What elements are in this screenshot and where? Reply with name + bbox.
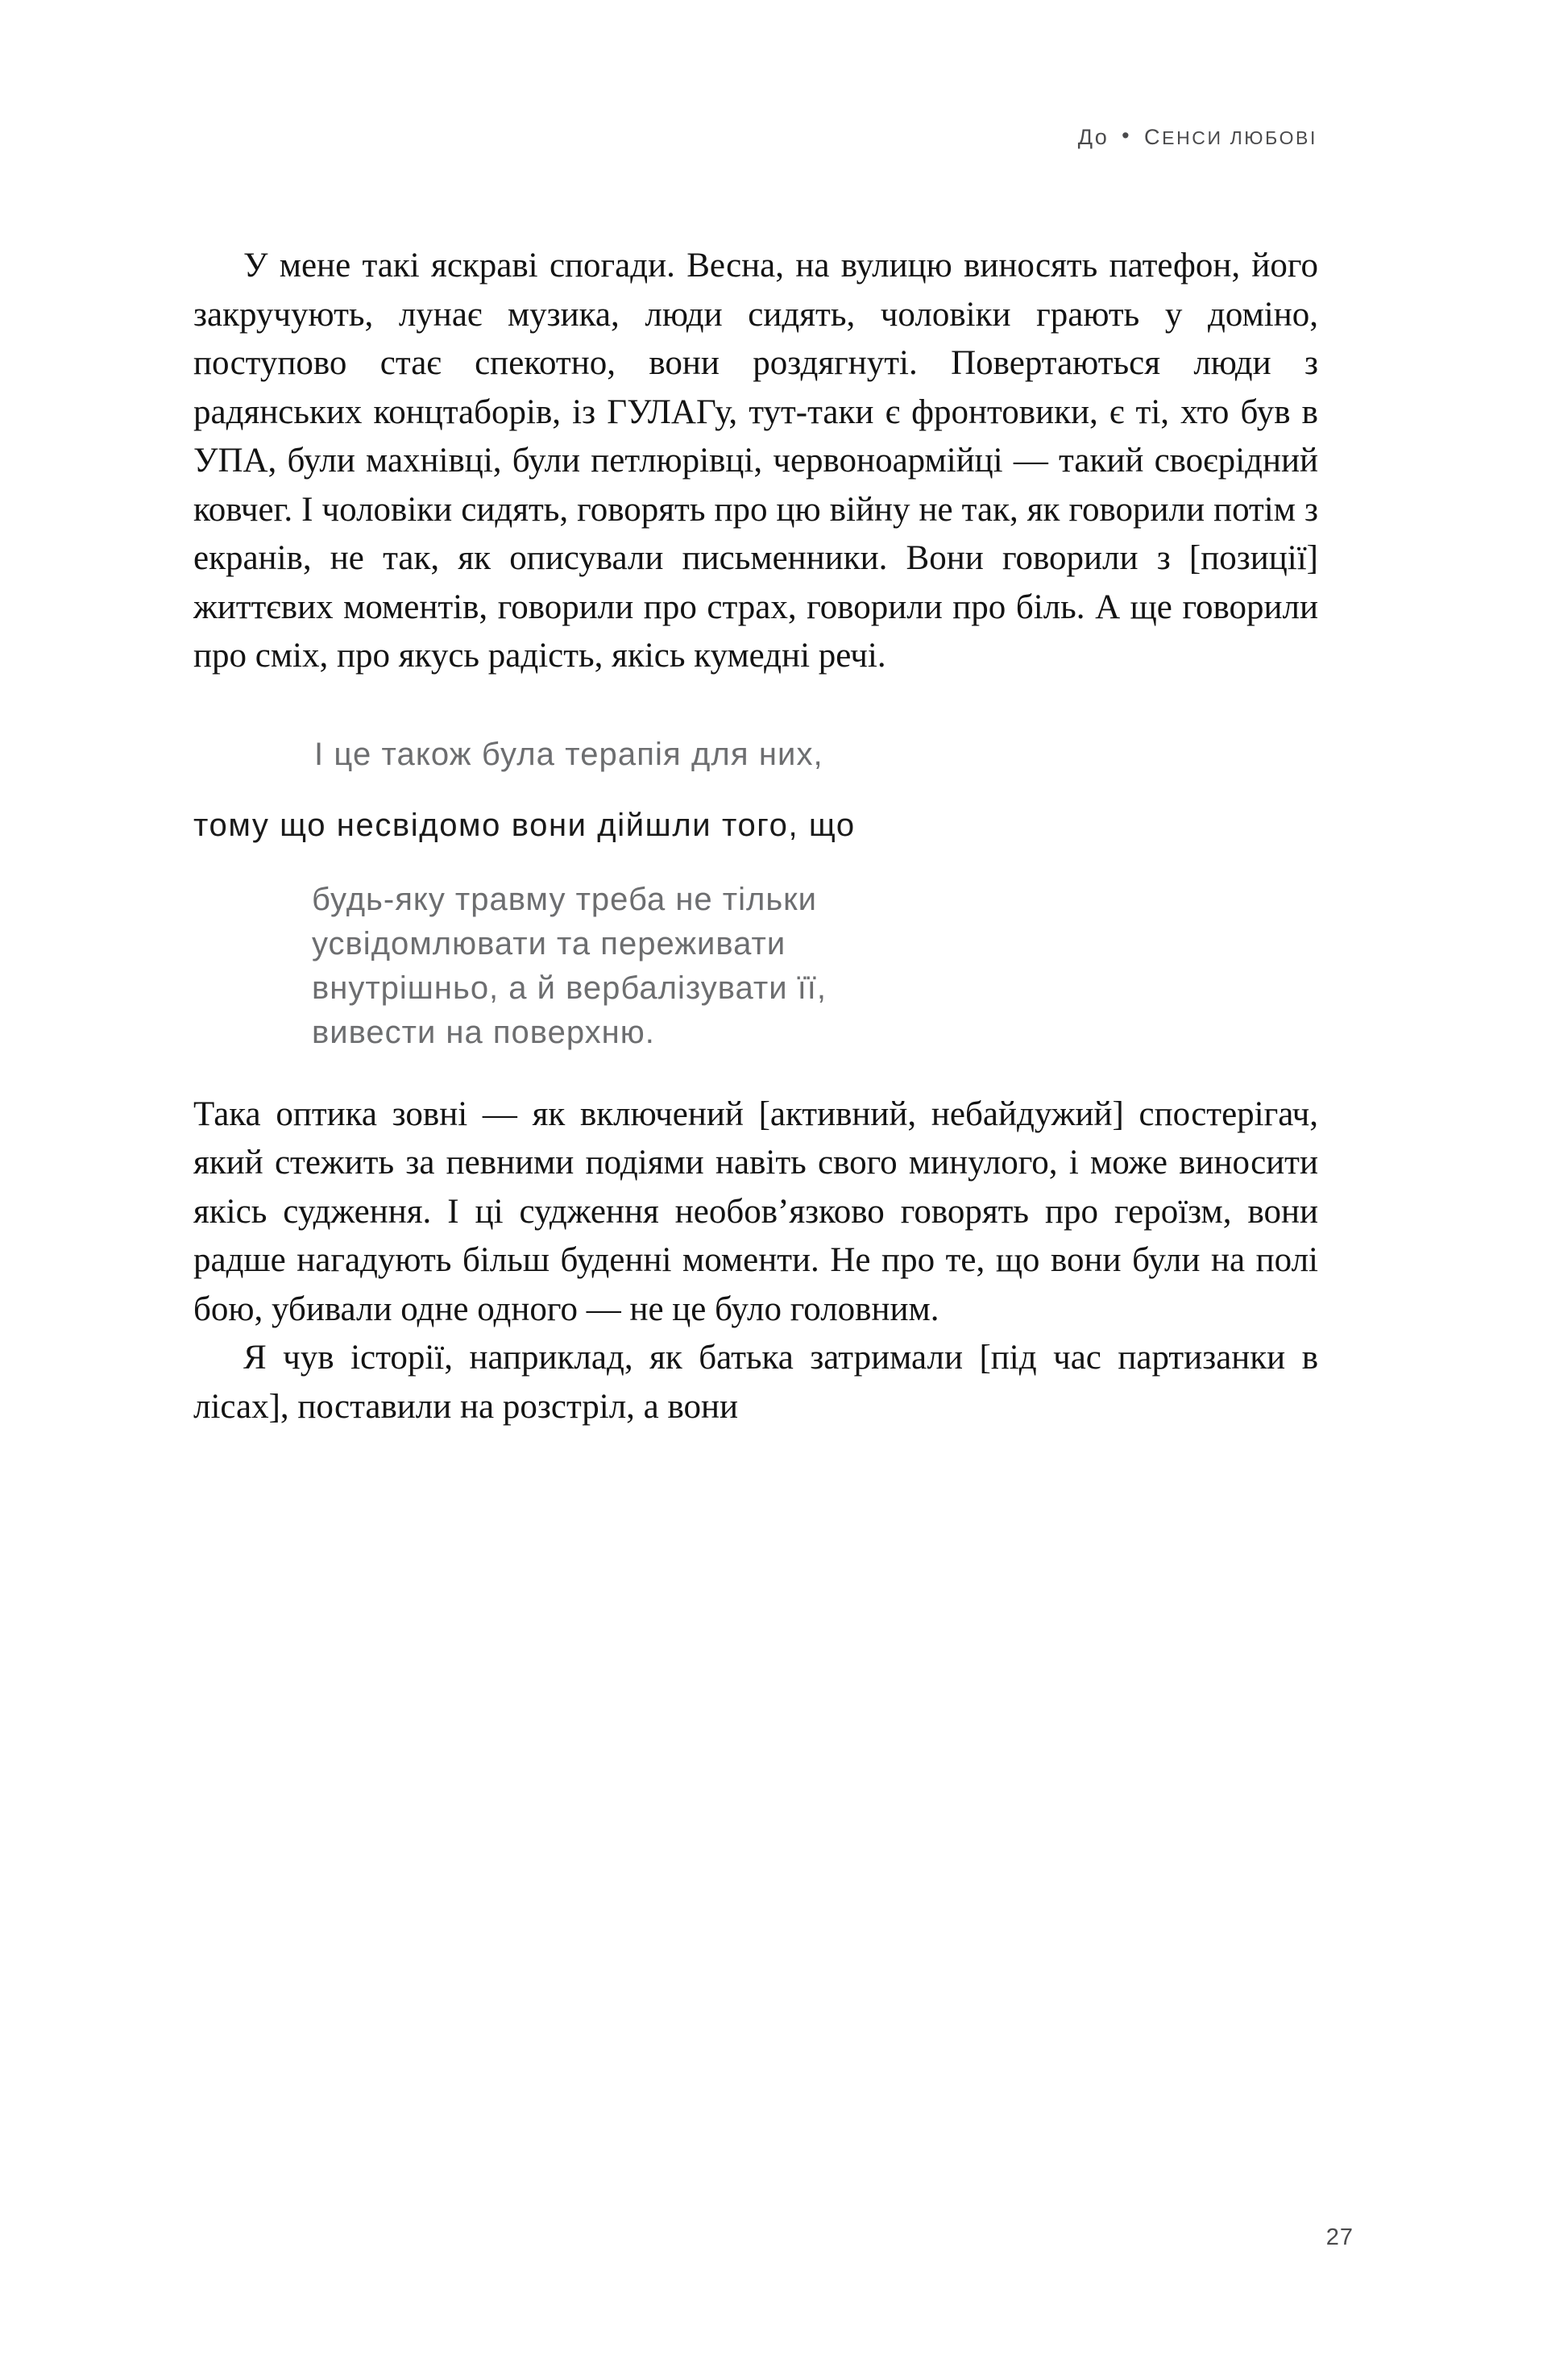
body-paragraph-3: Я чув історії, наприклад, як батька затримали [під час партизанки в лісах], поставили на розстріл, а вони: [193, 1339, 1318, 1426]
header-bullet-separator-icon: •: [1122, 123, 1132, 147]
pullquote-gray-line: усвідомлювати та переживати: [312, 925, 786, 962]
pullquote-gray-line: вивести на поверхню.: [312, 1014, 655, 1050]
body-paragraph-1: У мене такі яскраві спогади. Весна, на вулицю виносять патефон, його закручують, лунає музика, люди сидять, чоловіки грають у доміно, поступово стає спекотно, вони роздягнуті. Повертаються люди з радянських концтаборів, із ГУЛАГу, тут-таки є фронтовики, є ті, хто був в УПА, були махнівці, були петлюрівці, червоноармійці — такий своєрідний ковчег. І чоловіки сидять, говорять про цю війну не так, як говорили потім з екранів, не так, як описували письменники. Вони говорили з [позиції] життєвих моментів, говорили про страх, говорили про біль. А ще говорили про сміх, про якусь радість, якісь кумедні речі.: [193, 247, 1318, 675]
header-book-title: СЕНСИ ЛЮБОВІ: [1144, 125, 1317, 149]
pullquote-block: [193, 731, 1318, 1055]
header-chapter-label: До: [1077, 125, 1109, 149]
pullquote-gray-line: будь-яку травму треба не тільки: [312, 881, 817, 917]
page-content-column: [193, 242, 1318, 1431]
header-title-initial: С: [1144, 125, 1163, 149]
pullquote-lead-line: І це також була терапія для них,: [314, 736, 823, 772]
pullquote-gray-line: внутрішньо, а й вербалізувати її,: [312, 970, 827, 1006]
pullquote-middle-line: тому що несвідомо вони дійшли того, що: [193, 807, 856, 843]
body-paragraph-2: Така оптика зовні — як включений [активний, небайдужий] спостерігач, який стежить за певними подіями навіть свого минулого, і може виносити якісь судження. І ці судження необов’язково говорять про героїзм, вони радше нагадують більш буденні моменти. Не про те, що вони були на полі бою, убивали одне одного — не це було головним.: [193, 1094, 1318, 1328]
page-number: 27: [1325, 2224, 1354, 2250]
running-header: [193, 125, 1317, 150]
pullquote-gray-block: [312, 878, 1318, 1055]
